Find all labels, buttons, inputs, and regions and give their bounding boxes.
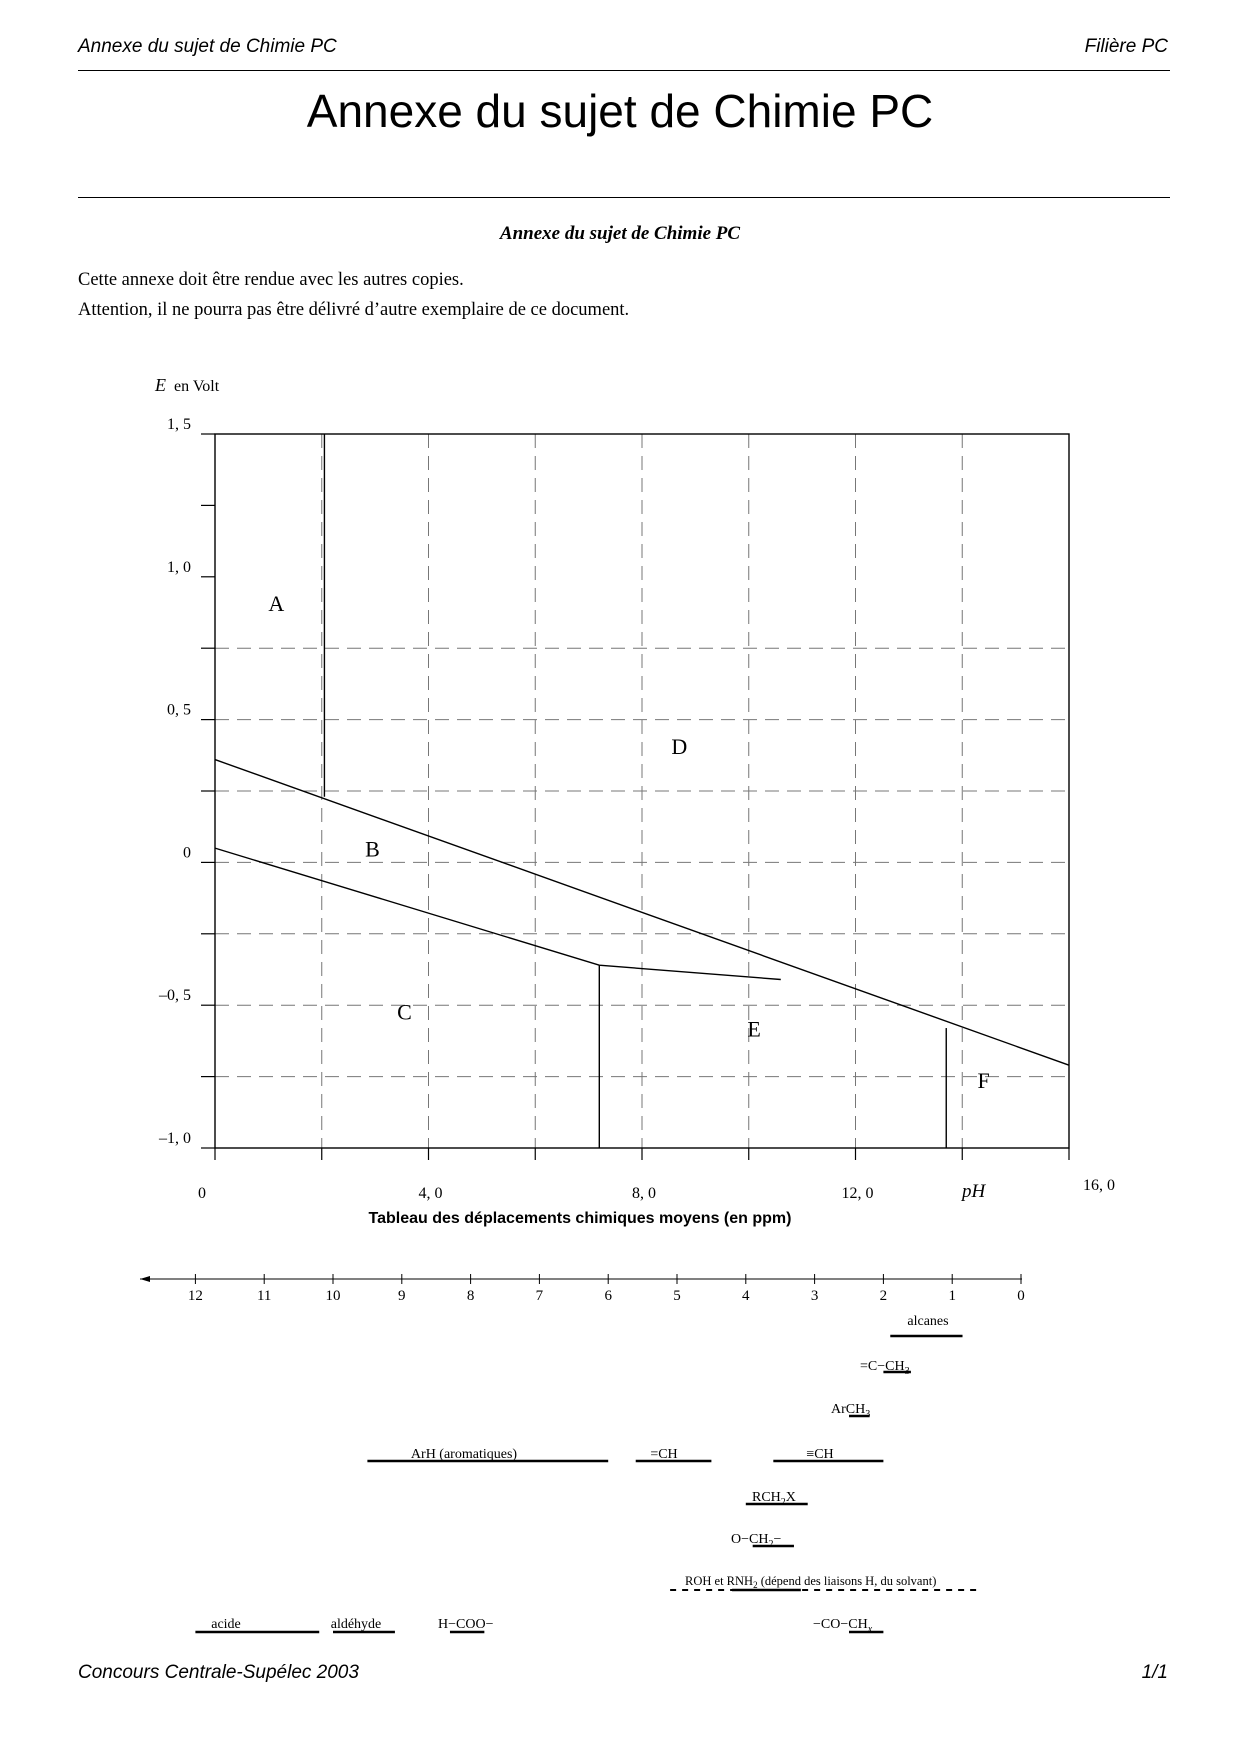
- page-title: Annexe du sujet de Chimie PC: [306, 85, 934, 137]
- x-axis-label: pH: [962, 1181, 986, 1202]
- ppm-tick-label: 10: [325, 1288, 341, 1304]
- footer-right: 1/1: [1141, 1662, 1168, 1683]
- nmr-table-title: Tableau des déplacements chimiques moyens (en ppm): [368, 1210, 792, 1227]
- header-left: Annexe du sujet de Chimie PC: [78, 36, 337, 57]
- nmr-label-rch2x: $RCH_2X$: [752, 1490, 796, 1508]
- x-tick-label: 0: [198, 1185, 206, 1202]
- nmr-label-o-ch2: $O-CH_2-$: [731, 1532, 782, 1550]
- y-tick-label: –1, 0: [159, 1130, 191, 1147]
- nmr-label-triple-ch: ≡CH: [806, 1447, 834, 1462]
- footer-left: Concours Centrale-Supélec 2003: [78, 1662, 359, 1683]
- ppm-tick-label: 2: [879, 1288, 888, 1304]
- y-axis-variable: E: [155, 375, 166, 395]
- y-tick-label: 1, 5: [167, 416, 191, 433]
- y-tick-label: –0, 5: [159, 987, 191, 1005]
- region-label-c: C: [397, 999, 412, 1025]
- ppm-tick-label: 3: [810, 1288, 819, 1304]
- nmr-label-roh-rnh2: ROH et $RNH_2$ (dépend des liaisons H, du solvant): [685, 1574, 937, 1590]
- region-label-f: F: [977, 1068, 990, 1094]
- ppm-tick-label: 12: [187, 1288, 203, 1304]
- nmr-label-co-chx: $-CO-CH_x$: [813, 1617, 873, 1635]
- instruction-line-2: Attention, il ne pourra pas être délivré d’autre exemplaire de ce document.: [78, 300, 630, 320]
- ppm-tick-label: 9: [398, 1288, 406, 1304]
- y-tick-label: 0, 5: [167, 701, 191, 719]
- ppm-tick-label: 5: [673, 1288, 681, 1304]
- x-tick-label: 16, 0: [1083, 1177, 1115, 1194]
- y-tick-label: 1, 0: [167, 558, 191, 576]
- y-tick-label: 0: [183, 844, 191, 862]
- ppm-tick-label: 0: [1017, 1288, 1025, 1304]
- ppm-axis-arrow: [140, 1276, 150, 1282]
- ppm-tick-label: 4: [742, 1288, 750, 1304]
- nmr-label-h-coo: H−COO−: [438, 1617, 494, 1632]
- nmr-label-alcanes: alcanes: [907, 1314, 949, 1329]
- x-tick-label: 12, 0: [841, 1185, 874, 1202]
- ppm-tick-label: 7: [535, 1288, 544, 1304]
- region-label-d: D: [671, 733, 688, 759]
- header-right: Filière PC: [1084, 36, 1168, 57]
- instruction-line-1: Cette annexe doit être rendue avec les autres copies.: [78, 270, 464, 290]
- nmr-label-aldehyde: aldéhyde: [330, 1617, 382, 1632]
- region-label-e: E: [747, 1016, 761, 1042]
- nmr-label-acide: acide: [211, 1617, 241, 1632]
- ppm-tick-label: 6: [604, 1288, 612, 1304]
- region-label-a: A: [268, 591, 285, 617]
- annex-subtitle: Annexe du sujet de Chimie PC: [499, 223, 741, 244]
- x-tick-label: 4, 0: [418, 1185, 443, 1202]
- nmr-label-eq-ch: =CH: [650, 1447, 678, 1462]
- ppm-tick-label: 8: [466, 1288, 475, 1304]
- x-tick-label: 8, 0: [632, 1185, 656, 1202]
- ppm-tick-label: 1: [948, 1288, 956, 1304]
- y-axis-unit: en Volt: [174, 378, 220, 395]
- nmr-label-arh: ArH (aromatiques): [410, 1447, 518, 1462]
- nmr-label-arch3: ArCH$_3$: [831, 1402, 871, 1420]
- region-label-b: B: [365, 836, 380, 862]
- ppm-tick-label: 11: [256, 1288, 272, 1304]
- nmr-label-c-ch3: $=C-CH_3$: [860, 1359, 910, 1377]
